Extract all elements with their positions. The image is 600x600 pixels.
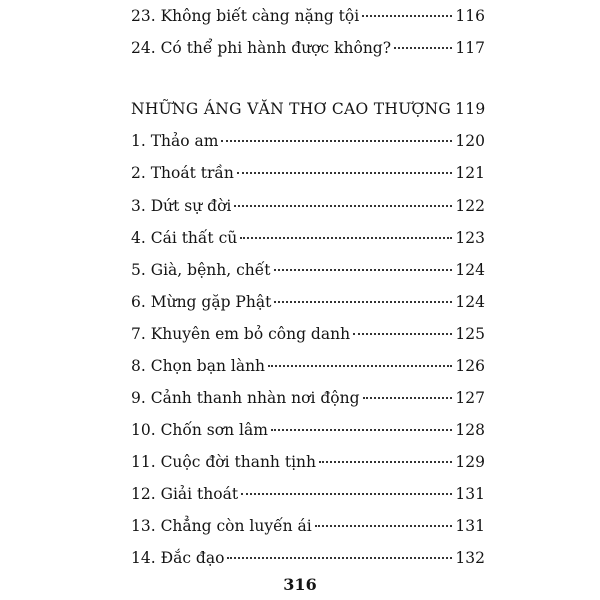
toc-entry-title: 3. Dứt sự đời	[131, 197, 232, 215]
dot-leader	[241, 493, 452, 495]
toc-entry-title: 9. Cảnh thanh nhàn nơi động	[131, 389, 360, 407]
toc-entry-title: 5. Già, bệnh, chết	[131, 261, 271, 279]
toc-entry-title: 1. Thảo am	[131, 132, 219, 150]
toc-entry	[131, 131, 485, 151]
toc-entry-page: 126	[455, 357, 485, 375]
dot-leader	[227, 557, 452, 559]
dot-leader	[362, 15, 452, 17]
dot-leader	[271, 429, 453, 431]
toc-entry-title: 23. Không biết càng nặng tội	[131, 7, 360, 25]
section-heading-page: 119	[455, 100, 486, 118]
toc-entry	[131, 484, 485, 504]
toc-entry-page: 122	[455, 197, 485, 215]
toc-entry-page: 125	[455, 325, 485, 343]
toc-entry-page: 128	[455, 421, 485, 439]
section-heading-title: NHỮNG ÁNG VĂN THƠ CAO THƯỢNG	[131, 100, 452, 118]
toc-entry-title: 14. Đắc đạo	[131, 549, 225, 567]
dot-leader	[240, 237, 452, 239]
toc-entry-title: 11. Cuộc đời thanh tịnh	[131, 453, 316, 471]
toc-entry-page: 120	[455, 132, 485, 150]
toc-entry	[131, 356, 485, 376]
toc-entry-page: 123	[455, 229, 485, 247]
toc-entry-title: 10. Chốn sơn lâm	[131, 421, 268, 439]
toc-entry-page: 131	[455, 485, 485, 503]
dot-leader	[237, 172, 453, 174]
toc-entry-page: 131	[455, 517, 485, 535]
toc-entry	[131, 292, 485, 312]
dot-leader	[363, 397, 453, 399]
toc-entry-title: 8. Chọn bạn lành	[131, 357, 266, 375]
toc-entry	[131, 228, 485, 248]
dot-leader	[234, 205, 452, 207]
toc-entry	[131, 38, 485, 58]
toc-entry	[131, 324, 485, 344]
section-heading	[131, 99, 485, 119]
dot-leader	[319, 461, 452, 463]
toc-entry-page: 132	[455, 549, 485, 567]
toc-entry	[131, 452, 485, 472]
dot-leader	[353, 333, 452, 335]
dot-leader	[221, 140, 452, 142]
toc-entry	[131, 6, 485, 26]
toc-entry	[131, 388, 485, 408]
toc-entry-title: 12. Giải thoát	[131, 485, 239, 503]
page-number: 316	[283, 575, 317, 594]
dot-leader	[394, 47, 452, 49]
dot-leader	[315, 525, 453, 527]
toc-entry-page: 124	[455, 293, 485, 311]
toc-entry	[131, 548, 485, 568]
toc-entry	[131, 196, 485, 216]
toc-entry	[131, 420, 485, 440]
toc-entry-page: 116	[455, 7, 485, 25]
dot-leader	[274, 301, 452, 303]
toc-entry-page: 124	[455, 261, 485, 279]
toc-entry-page: 121	[455, 164, 485, 182]
dot-leader	[274, 269, 453, 271]
toc-entry	[131, 163, 485, 183]
toc-entry-page: 127	[455, 389, 485, 407]
toc-entry-title: 6. Mừng gặp Phật	[131, 293, 272, 311]
toc-entry	[131, 260, 485, 280]
toc-entry	[131, 516, 485, 536]
toc-entry-title: 13. Chẳng còn luyến ái	[131, 517, 312, 535]
toc-entry-page: 117	[455, 39, 485, 57]
dot-leader	[268, 365, 452, 367]
toc-entry-title: 4. Cái thất cũ	[131, 229, 238, 247]
toc-entry-title: 2. Thoát trần	[131, 164, 234, 182]
toc-entry-title: 7. Khuyên em bỏ công danh	[131, 325, 351, 343]
toc-entry-page: 129	[455, 453, 485, 471]
toc-entry-title: 24. Có thể phi hành được không?	[131, 39, 392, 57]
